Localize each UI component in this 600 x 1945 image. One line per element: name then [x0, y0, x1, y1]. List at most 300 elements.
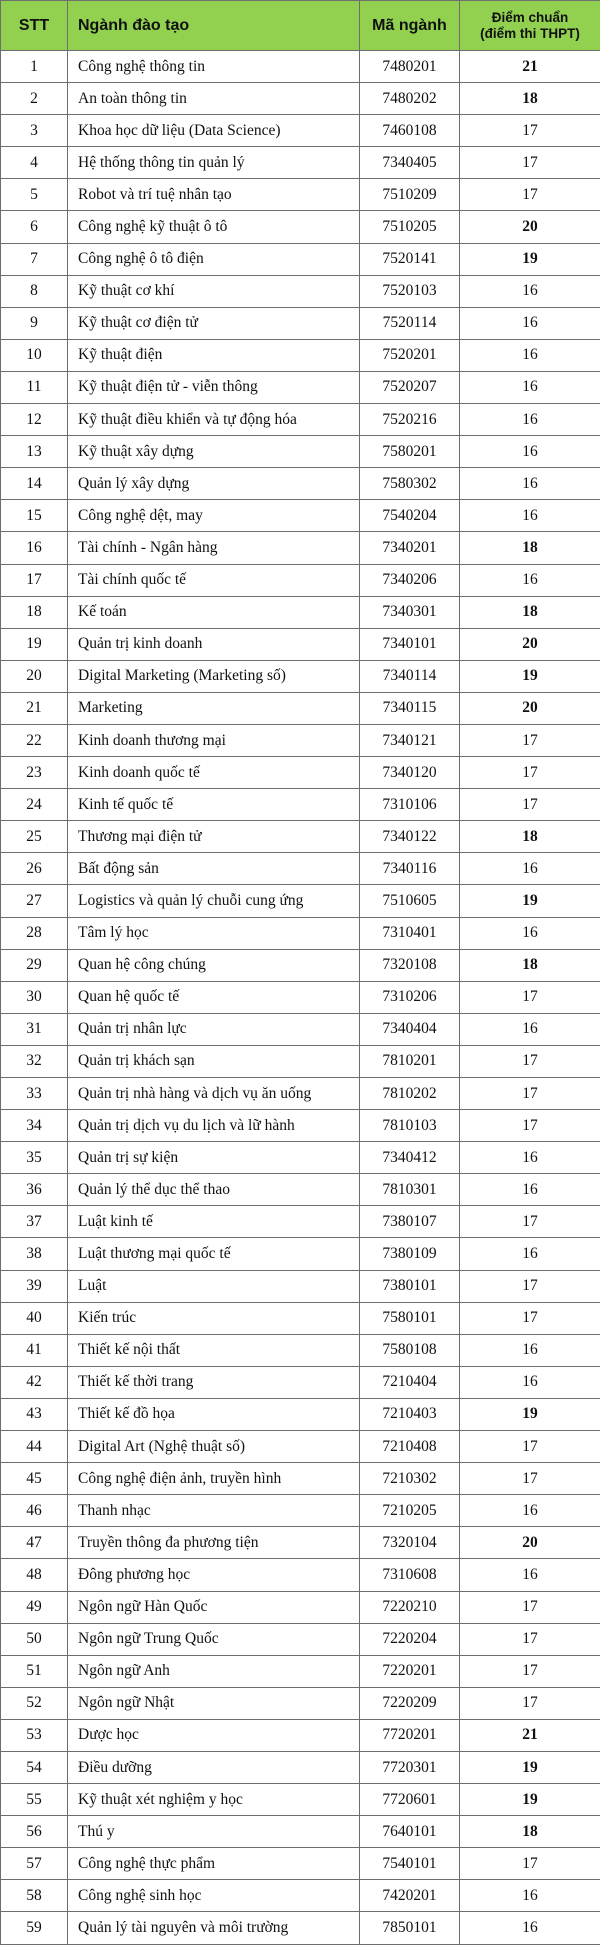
major-code: 7340116 [360, 853, 460, 885]
table-row [1, 179, 600, 211]
cutoff-score: 20 [460, 628, 600, 660]
cutoff-score: 16 [460, 1559, 600, 1591]
major-code: 7220204 [360, 1623, 460, 1655]
major-name: Hệ thống thông tin quản lý [68, 147, 360, 179]
cutoff-score: 17 [460, 1848, 600, 1880]
major-code: 7210302 [360, 1463, 460, 1495]
table-row [1, 51, 600, 83]
major-code: 7520207 [360, 371, 460, 403]
cutoff-score: 17 [460, 1110, 600, 1142]
cutoff-score: 17 [460, 757, 600, 789]
major-name: Kinh doanh thương mại [68, 724, 360, 756]
cutoff-score: 17 [460, 1270, 600, 1302]
cutoff-score: 16 [460, 1366, 600, 1398]
table-row [1, 1238, 600, 1270]
column-header-score-line2: (điểm thi THPT) [480, 26, 580, 41]
major-name: Công nghệ thông tin [68, 51, 360, 83]
row-number: 34 [1, 1110, 68, 1142]
table-row [1, 1398, 600, 1430]
table-row [1, 917, 600, 949]
major-name: Điều dưỡng [68, 1751, 360, 1783]
cutoff-score: 16 [460, 468, 600, 500]
cutoff-score: 17 [460, 179, 600, 211]
cutoff-score: 16 [460, 1013, 600, 1045]
row-number: 25 [1, 821, 68, 853]
major-name: Bất động sản [68, 853, 360, 885]
column-header-score [460, 1, 600, 51]
major-code: 7520103 [360, 275, 460, 307]
cutoff-score: 16 [460, 1912, 600, 1944]
row-number: 56 [1, 1816, 68, 1848]
major-name: Đông phương học [68, 1559, 360, 1591]
major-code: 7580101 [360, 1302, 460, 1334]
row-number: 21 [1, 692, 68, 724]
cutoff-score: 18 [460, 83, 600, 115]
cutoff-score: 16 [460, 1142, 600, 1174]
table-row [1, 853, 600, 885]
table-row [1, 339, 600, 371]
table-row [1, 1912, 600, 1944]
major-code: 7220210 [360, 1591, 460, 1623]
major-name: Kế toán [68, 596, 360, 628]
table-row [1, 1751, 600, 1783]
table-body [1, 51, 600, 1945]
row-number: 37 [1, 1206, 68, 1238]
major-name: Công nghệ điện ảnh, truyền hình [68, 1463, 360, 1495]
table-row [1, 211, 600, 243]
major-name: Luật kinh tế [68, 1206, 360, 1238]
table-row [1, 821, 600, 853]
cutoff-score: 16 [460, 1880, 600, 1912]
cutoff-score: 17 [460, 981, 600, 1013]
major-name: Tài chính - Ngân hàng [68, 532, 360, 564]
major-name: Logistics và quản lý chuỗi cung ứng [68, 885, 360, 917]
major-code: 7320108 [360, 949, 460, 981]
major-code: 7340206 [360, 564, 460, 596]
cutoff-score: 16 [460, 917, 600, 949]
major-name: Kinh tế quốc tế [68, 789, 360, 821]
major-name: Tâm lý học [68, 917, 360, 949]
major-name: Luật [68, 1270, 360, 1302]
row-number: 43 [1, 1398, 68, 1430]
major-name: Kỹ thuật xây dựng [68, 436, 360, 468]
major-name: Quản trị nhà hàng và dịch vụ ăn uống [68, 1078, 360, 1110]
major-code: 7850101 [360, 1912, 460, 1944]
major-name: Công nghệ dệt, may [68, 500, 360, 532]
table-row [1, 371, 600, 403]
major-name: Kỹ thuật xét nghiệm y học [68, 1784, 360, 1816]
row-number: 18 [1, 596, 68, 628]
major-name: Quan hệ công chúng [68, 949, 360, 981]
table-row [1, 147, 600, 179]
table-row [1, 1816, 600, 1848]
row-number: 24 [1, 789, 68, 821]
major-code: 7810301 [360, 1174, 460, 1206]
major-code: 7420201 [360, 1880, 460, 1912]
cutoff-score: 16 [460, 853, 600, 885]
row-number: 45 [1, 1463, 68, 1495]
major-code: 7520114 [360, 307, 460, 339]
row-number: 15 [1, 500, 68, 532]
row-number: 51 [1, 1655, 68, 1687]
major-code: 7510209 [360, 179, 460, 211]
major-name: Kiến trúc [68, 1302, 360, 1334]
cutoff-score: 18 [460, 949, 600, 981]
row-number: 19 [1, 628, 68, 660]
major-name: Công nghệ thực phẩm [68, 1848, 360, 1880]
cutoff-score: 16 [460, 436, 600, 468]
major-name: Ngôn ngữ Trung Quốc [68, 1623, 360, 1655]
major-name: Quản trị nhân lực [68, 1013, 360, 1045]
major-code: 7210205 [360, 1495, 460, 1527]
cutoff-score: 20 [460, 1527, 600, 1559]
major-code: 7340114 [360, 660, 460, 692]
cutoff-score: 21 [460, 51, 600, 83]
major-name: Ngôn ngữ Nhật [68, 1687, 360, 1719]
table-row [1, 885, 600, 917]
row-number: 59 [1, 1912, 68, 1944]
table-row [1, 1142, 600, 1174]
major-code: 7520201 [360, 339, 460, 371]
major-code: 7810202 [360, 1078, 460, 1110]
row-number: 26 [1, 853, 68, 885]
major-code: 7510205 [360, 211, 460, 243]
table-row [1, 1495, 600, 1527]
row-number: 54 [1, 1751, 68, 1783]
major-code: 7480202 [360, 83, 460, 115]
table-row [1, 981, 600, 1013]
major-code: 7340120 [360, 757, 460, 789]
row-number: 30 [1, 981, 68, 1013]
table-row [1, 1431, 600, 1463]
major-name: Marketing [68, 692, 360, 724]
major-code: 7460108 [360, 115, 460, 147]
cutoff-score: 17 [460, 1045, 600, 1077]
row-number: 14 [1, 468, 68, 500]
major-name: Quan hệ quốc tế [68, 981, 360, 1013]
table-row [1, 1206, 600, 1238]
major-name: Thú y [68, 1816, 360, 1848]
table-row [1, 1110, 600, 1142]
row-number: 11 [1, 371, 68, 403]
major-name: Tài chính quốc tế [68, 564, 360, 596]
cutoff-score: 16 [460, 564, 600, 596]
table-row [1, 757, 600, 789]
major-code: 7520216 [360, 404, 460, 436]
row-number: 31 [1, 1013, 68, 1045]
table-row [1, 436, 600, 468]
major-code: 7580201 [360, 436, 460, 468]
table-row [1, 1302, 600, 1334]
major-name: Quản trị dịch vụ du lịch và lữ hành [68, 1110, 360, 1142]
major-name: Quản trị khách sạn [68, 1045, 360, 1077]
major-name: Thương mại điện tử [68, 821, 360, 853]
row-number: 55 [1, 1784, 68, 1816]
major-code: 7210403 [360, 1398, 460, 1430]
row-number: 39 [1, 1270, 68, 1302]
major-code: 7480201 [360, 51, 460, 83]
major-code: 7310106 [360, 789, 460, 821]
major-code: 7510605 [360, 885, 460, 917]
column-header-stt: STT [1, 1, 68, 51]
row-number: 2 [1, 83, 68, 115]
row-number: 8 [1, 275, 68, 307]
major-code: 7380107 [360, 1206, 460, 1238]
row-number: 27 [1, 885, 68, 917]
major-name: Kỹ thuật điện [68, 339, 360, 371]
major-name: Thiết kế nội thất [68, 1334, 360, 1366]
table-row [1, 1045, 600, 1077]
major-name: Digital Marketing (Marketing số) [68, 660, 360, 692]
table-row [1, 532, 600, 564]
major-name: Quản trị sự kiện [68, 1142, 360, 1174]
row-number: 38 [1, 1238, 68, 1270]
major-name: Luật thương mại quốc tế [68, 1238, 360, 1270]
row-number: 3 [1, 115, 68, 147]
major-name: An toàn thông tin [68, 83, 360, 115]
major-code: 7380109 [360, 1238, 460, 1270]
major-code: 7540101 [360, 1848, 460, 1880]
table-row [1, 1366, 600, 1398]
major-name: Thanh nhạc [68, 1495, 360, 1527]
cutoff-score: 16 [460, 307, 600, 339]
cutoff-score: 19 [460, 1751, 600, 1783]
column-header-score-line1: Điểm chuẩn [492, 10, 569, 25]
major-name: Thiết kế đồ họa [68, 1398, 360, 1430]
major-code: 7340412 [360, 1142, 460, 1174]
major-code: 7220201 [360, 1655, 460, 1687]
table-row [1, 468, 600, 500]
major-code: 7720201 [360, 1719, 460, 1751]
cutoff-score: 17 [460, 1302, 600, 1334]
cutoff-score: 16 [460, 1174, 600, 1206]
major-code: 7340115 [360, 692, 460, 724]
cutoff-score: 16 [460, 371, 600, 403]
table-row [1, 1078, 600, 1110]
cutoff-score: 18 [460, 821, 600, 853]
table-row [1, 1270, 600, 1302]
row-number: 17 [1, 564, 68, 596]
row-number: 12 [1, 404, 68, 436]
table-row [1, 1719, 600, 1751]
major-code: 7810201 [360, 1045, 460, 1077]
row-number: 44 [1, 1431, 68, 1463]
table-header-row [1, 1, 600, 51]
table-row [1, 83, 600, 115]
row-number: 49 [1, 1591, 68, 1623]
table-row [1, 1848, 600, 1880]
cutoff-score: 17 [460, 1078, 600, 1110]
major-code: 7810103 [360, 1110, 460, 1142]
table-row [1, 1623, 600, 1655]
column-header-major: Ngành đào tạo [68, 1, 360, 51]
cutoff-score: 19 [460, 885, 600, 917]
row-number: 35 [1, 1142, 68, 1174]
table-row [1, 1880, 600, 1912]
cutoff-score: 17 [460, 789, 600, 821]
cutoff-score: 16 [460, 1334, 600, 1366]
table-row [1, 1591, 600, 1623]
major-name: Quản trị kinh doanh [68, 628, 360, 660]
cutoff-score: 16 [460, 1495, 600, 1527]
major-code: 7310608 [360, 1559, 460, 1591]
major-name: Ngôn ngữ Hàn Quốc [68, 1591, 360, 1623]
major-name: Quản lý xây dựng [68, 468, 360, 500]
row-number: 52 [1, 1687, 68, 1719]
table-row [1, 115, 600, 147]
cutoff-score: 18 [460, 596, 600, 628]
major-name: Kỹ thuật điều khiển và tự động hóa [68, 404, 360, 436]
major-name: Kỹ thuật điện tử - viễn thông [68, 371, 360, 403]
major-code: 7310206 [360, 981, 460, 1013]
table-row [1, 1559, 600, 1591]
major-name: Robot và trí tuệ nhân tạo [68, 179, 360, 211]
cutoff-score: 17 [460, 1206, 600, 1238]
cutoff-score: 19 [460, 660, 600, 692]
row-number: 36 [1, 1174, 68, 1206]
cutoff-score: 17 [460, 1463, 600, 1495]
row-number: 9 [1, 307, 68, 339]
major-code: 7520141 [360, 243, 460, 275]
major-code: 7340301 [360, 596, 460, 628]
row-number: 16 [1, 532, 68, 564]
row-number: 4 [1, 147, 68, 179]
major-code: 7210404 [360, 1366, 460, 1398]
major-code: 7720301 [360, 1751, 460, 1783]
row-number: 5 [1, 179, 68, 211]
major-code: 7580302 [360, 468, 460, 500]
cutoff-score: 17 [460, 1591, 600, 1623]
row-number: 46 [1, 1495, 68, 1527]
major-name: Dược học [68, 1719, 360, 1751]
major-code: 7720601 [360, 1784, 460, 1816]
row-number: 32 [1, 1045, 68, 1077]
major-name: Công nghệ ô tô điện [68, 243, 360, 275]
cutoff-score: 17 [460, 1655, 600, 1687]
row-number: 53 [1, 1719, 68, 1751]
table-row [1, 1174, 600, 1206]
cutoff-score: 16 [460, 275, 600, 307]
row-number: 42 [1, 1366, 68, 1398]
major-name: Quản lý tài nguyên và môi trường [68, 1912, 360, 1944]
table-row [1, 404, 600, 436]
table-row [1, 275, 600, 307]
table-row [1, 724, 600, 756]
row-number: 10 [1, 339, 68, 371]
cutoff-score: 16 [460, 1238, 600, 1270]
row-number: 41 [1, 1334, 68, 1366]
table-row [1, 789, 600, 821]
cutoff-score: 17 [460, 1687, 600, 1719]
major-code: 7340121 [360, 724, 460, 756]
major-code: 7310401 [360, 917, 460, 949]
cutoff-score: 20 [460, 211, 600, 243]
table-row [1, 1463, 600, 1495]
major-name: Khoa học dữ liệu (Data Science) [68, 115, 360, 147]
major-name: Thiết kế thời trang [68, 1366, 360, 1398]
column-header-code: Mã ngành [360, 1, 460, 51]
row-number: 7 [1, 243, 68, 275]
row-number: 57 [1, 1848, 68, 1880]
major-name: Ngôn ngữ Anh [68, 1655, 360, 1687]
major-code: 7340404 [360, 1013, 460, 1045]
cutoff-score: 17 [460, 724, 600, 756]
table-row [1, 243, 600, 275]
major-code: 7220209 [360, 1687, 460, 1719]
major-name: Digital Art (Nghệ thuật số) [68, 1431, 360, 1463]
row-number: 40 [1, 1302, 68, 1334]
row-number: 50 [1, 1623, 68, 1655]
row-number: 28 [1, 917, 68, 949]
major-code: 7210408 [360, 1431, 460, 1463]
table-row [1, 628, 600, 660]
major-code: 7380101 [360, 1270, 460, 1302]
row-number: 23 [1, 757, 68, 789]
major-code: 7640101 [360, 1816, 460, 1848]
cutoff-score: 19 [460, 1784, 600, 1816]
cutoff-score: 17 [460, 115, 600, 147]
row-number: 48 [1, 1559, 68, 1591]
table-row [1, 1687, 600, 1719]
row-number: 6 [1, 211, 68, 243]
major-code: 7340405 [360, 147, 460, 179]
row-number: 58 [1, 1880, 68, 1912]
table-row [1, 1655, 600, 1687]
cutoff-score: 17 [460, 1431, 600, 1463]
row-number: 13 [1, 436, 68, 468]
cutoff-score: 21 [460, 1719, 600, 1751]
table-row [1, 660, 600, 692]
major-code: 7340201 [360, 532, 460, 564]
table-row [1, 307, 600, 339]
cutoff-score: 16 [460, 404, 600, 436]
table-row [1, 500, 600, 532]
cutoff-score: 16 [460, 339, 600, 371]
major-code: 7580108 [360, 1334, 460, 1366]
cutoff-score: 19 [460, 243, 600, 275]
row-number: 20 [1, 660, 68, 692]
major-code: 7540204 [360, 500, 460, 532]
cutoff-score: 17 [460, 147, 600, 179]
row-number: 29 [1, 949, 68, 981]
table-row [1, 564, 600, 596]
table-row [1, 1334, 600, 1366]
row-number: 1 [1, 51, 68, 83]
table-row [1, 596, 600, 628]
cutoff-score: 16 [460, 500, 600, 532]
major-name: Quản lý thể dục thể thao [68, 1174, 360, 1206]
table-row [1, 692, 600, 724]
row-number: 33 [1, 1078, 68, 1110]
major-name: Kỹ thuật cơ điện tử [68, 307, 360, 339]
table-row [1, 1784, 600, 1816]
cutoff-score: 18 [460, 532, 600, 564]
cutoff-score: 17 [460, 1623, 600, 1655]
cutoff-score: 19 [460, 1398, 600, 1430]
major-code: 7340122 [360, 821, 460, 853]
major-name: Truyền thông đa phương tiện [68, 1527, 360, 1559]
major-name: Công nghệ kỹ thuật ô tô [68, 211, 360, 243]
cutoff-score: 20 [460, 692, 600, 724]
major-code: 7320104 [360, 1527, 460, 1559]
table-row [1, 1013, 600, 1045]
major-code: 7340101 [360, 628, 460, 660]
table-row [1, 1527, 600, 1559]
major-name: Kinh doanh quốc tế [68, 757, 360, 789]
row-number: 22 [1, 724, 68, 756]
cutoff-score: 18 [460, 1816, 600, 1848]
table-row [1, 949, 600, 981]
